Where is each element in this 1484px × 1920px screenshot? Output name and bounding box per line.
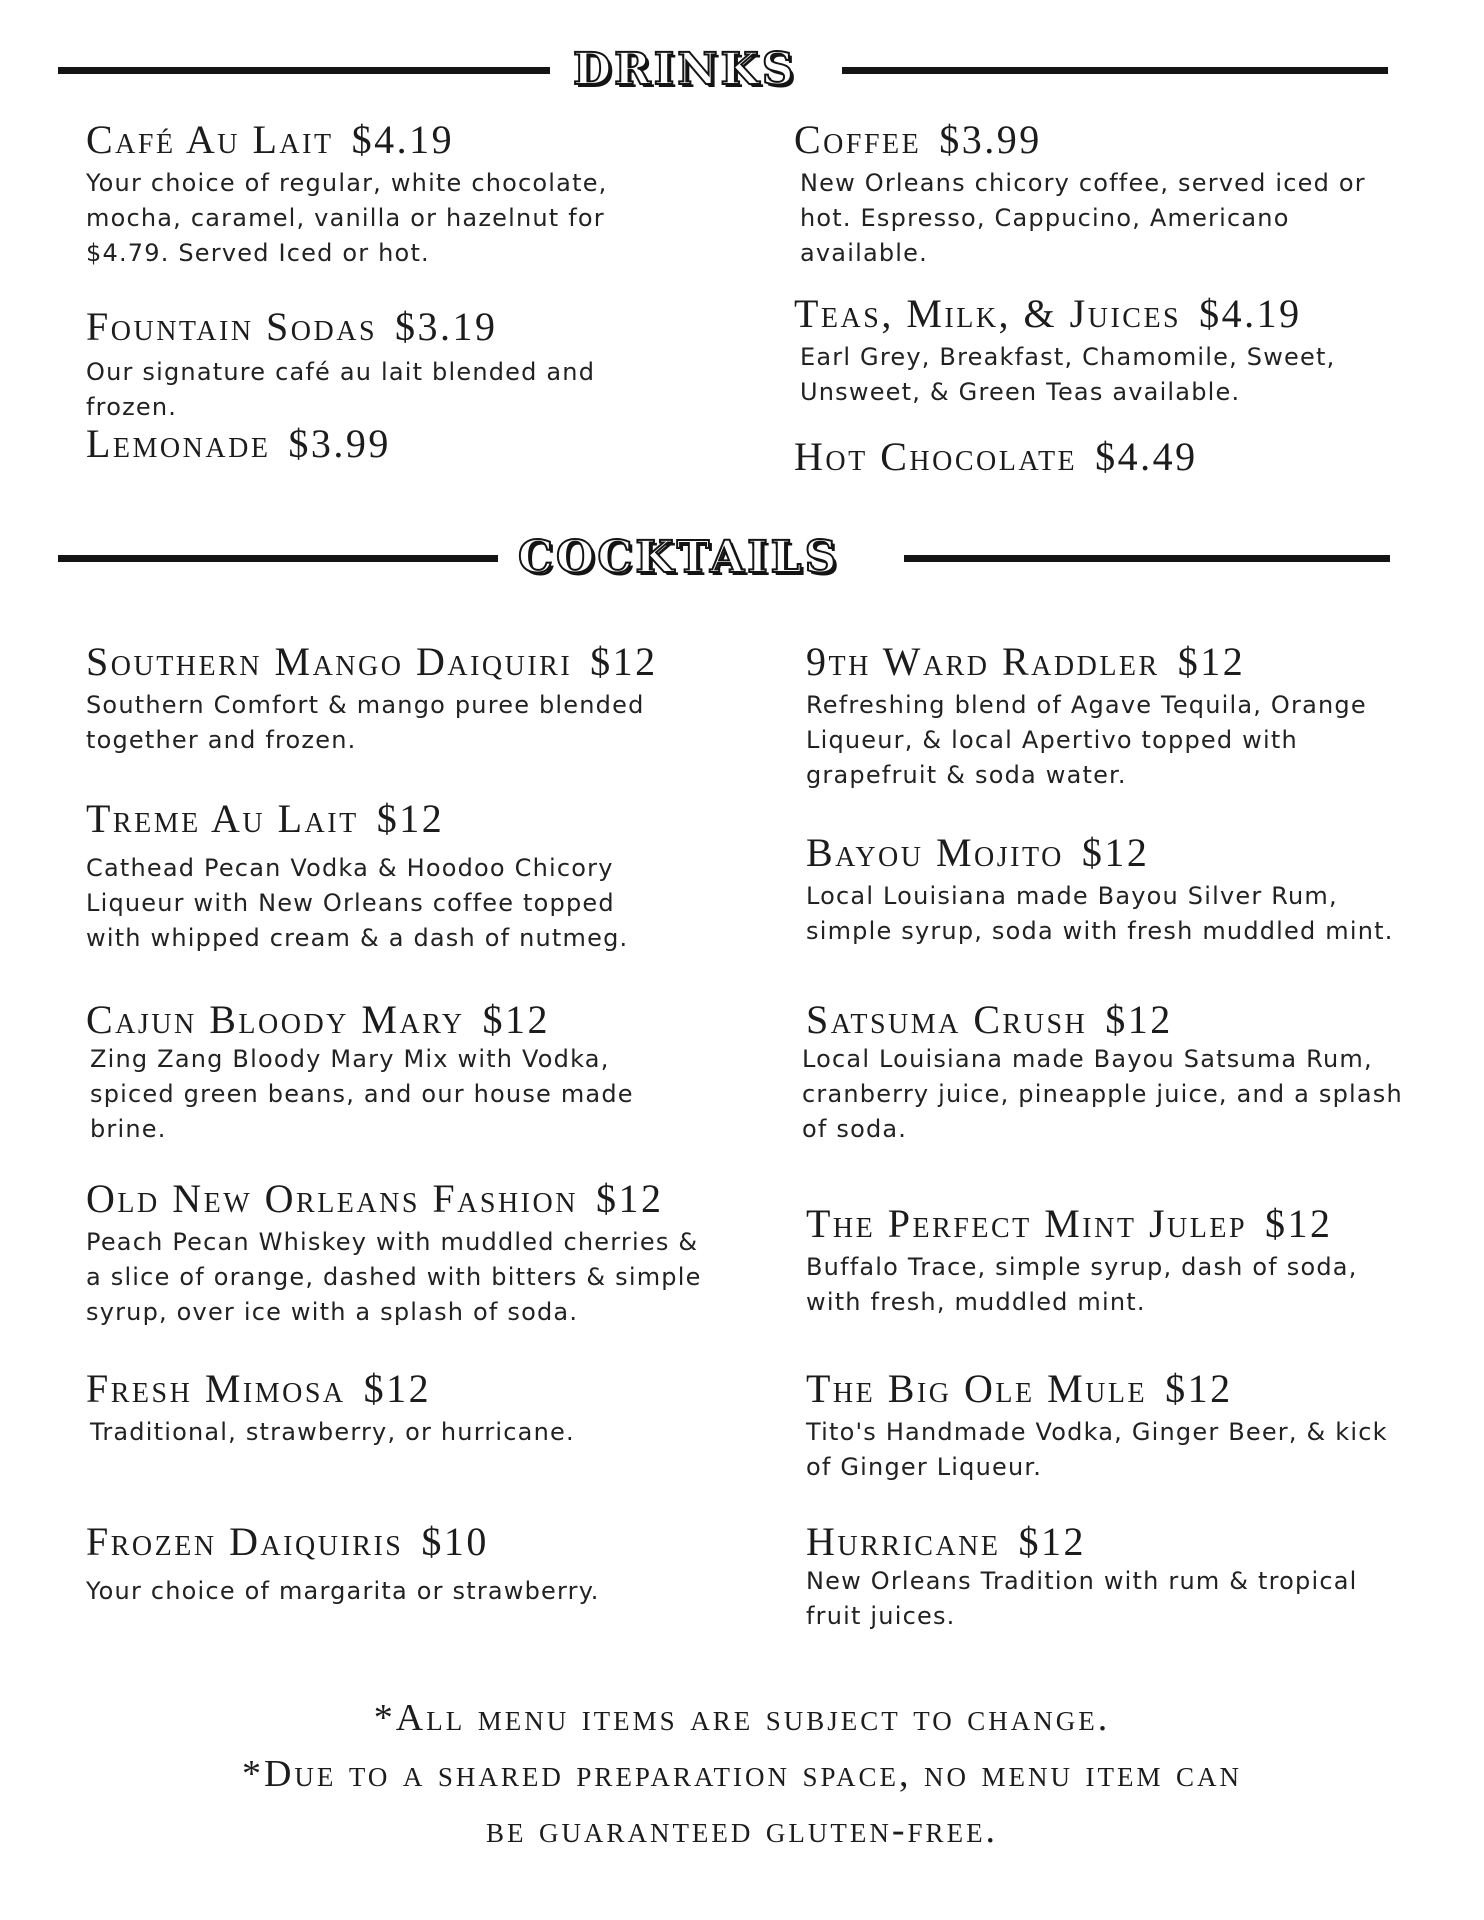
item-price: $12 [482, 997, 551, 1042]
item-price: $12 [595, 1176, 664, 1221]
drink-teas-milk-juices [794, 292, 1394, 410]
item-name: Treme Au Lait [86, 796, 359, 841]
cocktails-title: COCKTAILS [518, 532, 840, 583]
item-description: New Orleans chicory coffee, served iced or hot. Espresso, Cappucino, Americano available. [800, 169, 1366, 267]
cocktail-southern-mango-daiquiri [86, 640, 726, 758]
item-name: Teas, Milk, & Juices [794, 291, 1182, 336]
item-price: $12 [590, 639, 658, 684]
drink-fountain-sodas [86, 305, 646, 425]
item-name: Hot Chocolate [794, 434, 1078, 479]
cocktail-cajun-bloody-mary [86, 998, 686, 1147]
footnote-line: *Due to a shared preparation space, no menu item can [241, 1753, 1243, 1795]
drink-hot-chocolate [794, 435, 1394, 479]
footnotes [0, 1690, 1484, 1858]
item-name: Fountain Sodas [86, 304, 378, 349]
item-name: Cajun Bloody Mary [86, 997, 465, 1042]
cocktail-frozen-daiquiris [86, 1520, 686, 1609]
item-description: Refreshing blend of Agave Tequila, Orange Liqueur, & local Apertivo topped with grapefruit & soda water. [806, 691, 1367, 789]
item-price: $12 [1265, 1201, 1333, 1246]
item-price: $12 [1081, 830, 1150, 875]
item-price: $4.19 [1199, 291, 1302, 336]
drinks-rule-right [842, 67, 1388, 74]
item-price: $12 [1105, 997, 1173, 1042]
cocktail-big-ole-mule [806, 1367, 1426, 1485]
item-name: Frozen Daiquiris [86, 1519, 404, 1564]
item-name: The Big Ole Mule [806, 1366, 1148, 1411]
item-name: Café Au Lait [86, 117, 334, 162]
item-description: Your choice of margarita or strawberry. [86, 1577, 600, 1605]
item-description: Southern Comfort & mango puree blended together and frozen. [86, 691, 645, 754]
drinks-title: DRINKS [573, 44, 797, 95]
item-name: Satsuma Crush [806, 997, 1088, 1042]
drink-cafe-au-lait [86, 118, 686, 271]
item-price: $3.99 [288, 421, 391, 466]
cocktail-fresh-mimosa [86, 1367, 686, 1450]
item-description: Peach Pecan Whiskey with muddled cherries & a slice of orange, dashed with bitters & simple syrup, over ice with a splash of soda. [86, 1228, 702, 1326]
item-description: Your choice of regular, white chocolate, mocha, caramel, vanilla or hazelnut for $4.79. Served Iced or hot. [86, 169, 608, 267]
cocktail-hurricane [806, 1520, 1426, 1634]
cocktail-treme-au-lait [86, 797, 686, 956]
item-price: $3.99 [939, 117, 1042, 162]
item-name: The Perfect Mint Julep [806, 1201, 1248, 1246]
cocktails-header [0, 530, 1484, 590]
item-name: Coffee [794, 117, 922, 162]
item-description: Earl Grey, Breakfast, Chamomile, Sweet, Unsweet, & Green Teas available. [800, 343, 1336, 406]
item-name: Lemonade [86, 421, 271, 466]
item-description: Local Louisiana made Bayou Silver Rum, simple syrup, soda with fresh muddled mint. [806, 882, 1394, 945]
item-price: $12 [1177, 639, 1246, 684]
item-price: $12 [1018, 1519, 1087, 1564]
cocktail-perfect-mint-julep [806, 1202, 1426, 1320]
item-price: $3.19 [395, 304, 498, 349]
item-price: $12 [376, 796, 445, 841]
item-description: New Orleans Tradition with rum & tropical fruit juices. [806, 1567, 1358, 1630]
footnote-line: be guaranteed gluten-free. [485, 1809, 999, 1851]
item-description: Our signature café au lait blended and frozen. [86, 358, 596, 421]
item-description: Buffalo Trace, simple syrup, dash of soda, with fresh, muddled mint. [806, 1253, 1358, 1316]
cocktails-rule-right [904, 555, 1390, 562]
item-price: $4.49 [1095, 434, 1198, 479]
footnote-line: *All menu items are subject to change. [373, 1697, 1111, 1739]
drinks-rule-left [58, 67, 550, 74]
item-description: Local Louisiana made Bayou Satsuma Rum, cranberry juice, pineapple juice, and a splash of soda. [802, 1045, 1403, 1143]
cocktail-old-new-orleans-fashion [86, 1177, 726, 1330]
item-name: Southern Mango Daiquiri [86, 639, 573, 684]
cocktail-bayou-mojito [806, 831, 1426, 949]
item-description: Zing Zang Bloody Mary Mix with Vodka, spiced green beans, and our house made brine. [90, 1045, 634, 1143]
item-name: 9th Ward Raddler [806, 639, 1160, 684]
drinks-header [0, 42, 1484, 102]
cocktails-rule-left [58, 555, 498, 562]
item-price: $10 [421, 1519, 489, 1564]
cocktail-9th-ward-raddler [806, 640, 1426, 793]
item-name: Fresh Mimosa [86, 1366, 346, 1411]
cocktail-satsuma-crush [802, 997, 1436, 1147]
drink-coffee [794, 118, 1394, 271]
item-description: Cathead Pecan Vodka & Hoodoo Chicory Liqueur with New Orleans coffee topped with whipped cream & a dash of nutmeg. [86, 854, 629, 952]
drink-lemonade [86, 422, 646, 466]
item-price: $12 [363, 1366, 432, 1411]
item-price: $12 [1165, 1366, 1233, 1411]
item-price: $4.19 [351, 117, 455, 162]
item-name: Bayou Mojito [806, 830, 1064, 875]
item-description: Traditional, strawberry, or hurricane. [90, 1418, 575, 1446]
item-name: Old New Orleans Fashion [86, 1176, 578, 1221]
item-name: Hurricane [806, 1519, 1001, 1564]
item-description: Tito's Handmade Vodka, Ginger Beer, & kick of Ginger Liqueur. [806, 1418, 1388, 1481]
